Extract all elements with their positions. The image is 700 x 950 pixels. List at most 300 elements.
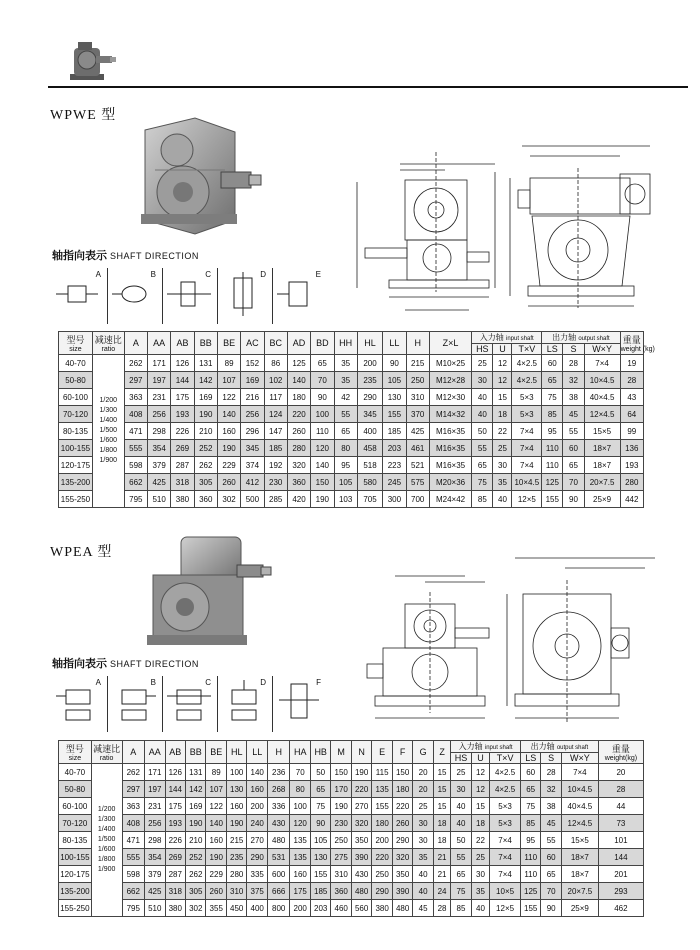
- table-cell: 5×3: [512, 389, 542, 406]
- table-cell: 45: [413, 900, 433, 917]
- table-cell: 21: [433, 866, 450, 883]
- wpwe-side-drawing: [345, 152, 510, 322]
- table-cell: 75: [451, 883, 471, 900]
- table-cell: 230: [264, 474, 287, 491]
- table-cell: 250: [372, 866, 392, 883]
- ratio-value: 1/800: [99, 447, 118, 454]
- table-cell: 7×4: [561, 764, 598, 781]
- col-input: HS: [472, 344, 493, 355]
- table-cell: 290: [372, 883, 392, 900]
- table-cell: 12: [493, 355, 512, 372]
- table-cell: 107: [206, 781, 226, 798]
- table-cell: 7×4: [490, 849, 521, 866]
- table-cell: 89: [206, 764, 226, 781]
- col-input: HS: [451, 753, 471, 764]
- table-row: [59, 883, 644, 900]
- ratio-value: 1/500: [97, 836, 116, 843]
- table-cell: 380: [372, 900, 392, 917]
- table-cell: 226: [165, 832, 185, 849]
- table-cell: 35: [413, 849, 433, 866]
- ratio-value: 1/800: [97, 856, 116, 863]
- table-cell: 197: [148, 372, 171, 389]
- shaft-tag: A: [95, 678, 101, 687]
- table-cell: 795: [124, 491, 147, 508]
- table-cell: 43: [620, 389, 643, 406]
- table-cell: 355: [206, 900, 226, 917]
- table-cell: 80: [334, 440, 357, 457]
- table-cell: 40: [451, 798, 471, 815]
- table-row: [59, 355, 644, 372]
- col-input: T×V: [512, 344, 542, 355]
- table-cell: 270: [351, 798, 371, 815]
- col-dim: LL: [383, 332, 406, 355]
- table-cell: 150: [311, 474, 334, 491]
- table-cell: 245: [383, 474, 406, 491]
- table-cell: 190: [226, 815, 246, 832]
- shaft-direction-label-wpwe: [52, 247, 199, 263]
- ratio-en: ratio: [101, 346, 116, 353]
- table-cell: 662: [124, 474, 147, 491]
- table-cell: 95: [520, 832, 540, 849]
- table-cell: 302: [217, 491, 240, 508]
- col-dim: E: [372, 741, 392, 764]
- table-cell: 20×7.5: [584, 474, 620, 491]
- table-cell: 19: [620, 355, 643, 372]
- output-shaft-en: output shaft: [556, 745, 589, 751]
- table-cell: 360: [194, 491, 217, 508]
- col-input: U: [471, 753, 489, 764]
- table-cell: 60: [520, 764, 540, 781]
- table-cell: 140: [311, 457, 334, 474]
- table-cell: 40: [493, 491, 512, 508]
- table-cell: 55: [334, 406, 357, 423]
- table-cell: 336: [267, 798, 290, 815]
- col-dim: BE: [217, 332, 240, 355]
- table-cell: 280: [287, 440, 310, 457]
- output-shaft-cn: 出力轴: [552, 333, 577, 342]
- table-cell: 28: [563, 355, 584, 372]
- table-cell: 510: [145, 900, 165, 917]
- table-cell: 30: [451, 781, 471, 798]
- table-cell: 350: [351, 832, 371, 849]
- table-cell: 136: [620, 440, 643, 457]
- table-cell: 25×9: [584, 491, 620, 508]
- table-cell: 200: [357, 355, 382, 372]
- table-cell: 231: [145, 798, 165, 815]
- table-cell: 200: [247, 798, 267, 815]
- table-cell: 32: [541, 781, 561, 798]
- col-dim: A: [122, 741, 145, 764]
- col-size: [59, 332, 93, 355]
- shaft-direction-en: SHAFT DIRECTION: [110, 251, 199, 261]
- table-cell: 30: [472, 372, 493, 389]
- wpea-side-drawing: [365, 568, 515, 728]
- shaft-tag: B: [150, 270, 156, 279]
- table-cell: 408: [122, 815, 145, 832]
- weight-en: weight (kg): [620, 346, 655, 353]
- shaft-tag: B: [150, 678, 156, 687]
- table-cell: 90: [541, 900, 561, 917]
- table-cell: 60: [541, 849, 561, 866]
- col-dim: Z: [433, 741, 450, 764]
- table-row: [59, 781, 644, 798]
- table-cell: 203: [383, 440, 406, 457]
- table-cell: 430: [351, 866, 371, 883]
- table-cell: 175: [171, 389, 194, 406]
- table-cell: 460: [331, 900, 351, 917]
- ratio-value: 1/400: [99, 417, 118, 424]
- ratio-cell: [92, 355, 124, 508]
- table-row: [59, 389, 644, 406]
- table-cell: 124: [264, 406, 287, 423]
- table-cell: 220: [392, 798, 412, 815]
- shaft-diagram-a: [52, 676, 104, 732]
- table-cell: 55: [451, 849, 471, 866]
- table-cell: 480: [267, 832, 290, 849]
- col-group-output-shaft: [520, 741, 598, 753]
- table-cell: 55: [472, 440, 493, 457]
- table-cell: 125: [287, 355, 310, 372]
- table-cell: M12×28: [429, 372, 471, 389]
- table-cell: 175: [165, 798, 185, 815]
- table-cell: 275: [331, 849, 351, 866]
- table-cell: 155: [542, 491, 563, 508]
- table-cell: 100: [290, 798, 310, 815]
- input-shaft-en: input shaft: [484, 745, 513, 751]
- table-cell: 90: [563, 491, 584, 508]
- table-cell: 180: [287, 389, 310, 406]
- ratio-value: 1/200: [99, 397, 118, 404]
- table-cell: 120: [290, 815, 310, 832]
- table-cell: 293: [598, 883, 643, 900]
- table-row: [59, 406, 644, 423]
- table-cell: 190: [217, 440, 240, 457]
- table-cell: 38: [563, 389, 584, 406]
- table-cell: 285: [264, 491, 287, 508]
- table-cell: 7×4: [512, 423, 542, 440]
- table-cell: 425: [148, 474, 171, 491]
- table-cell: 600: [267, 866, 290, 883]
- shaft-direction-diagrams-wpea: [52, 676, 321, 732]
- table-cell: 40: [471, 900, 489, 917]
- table-cell: 101: [598, 832, 643, 849]
- table-cell: 45: [541, 815, 561, 832]
- table-cell: 155: [383, 406, 406, 423]
- table-cell: 268: [267, 781, 290, 798]
- table-cell: 140: [287, 372, 310, 389]
- table-cell: 160: [247, 781, 267, 798]
- shaft-tag: D: [260, 270, 266, 279]
- table-cell: 65: [334, 423, 357, 440]
- table-cell: 795: [122, 900, 145, 917]
- table-cell: 335: [247, 866, 267, 883]
- table-cell: 160: [226, 798, 246, 815]
- table-cell: 21: [433, 849, 450, 866]
- wpea-spec-table: [58, 740, 644, 917]
- table-cell: 160: [206, 832, 226, 849]
- table-cell: 100: [311, 406, 334, 423]
- shaft-direction-diagrams-wpwe: [52, 268, 342, 324]
- table-cell: 210: [194, 423, 217, 440]
- table-cell: 35: [493, 474, 512, 491]
- col-ratio: [91, 741, 122, 764]
- table-cell: 169: [241, 372, 264, 389]
- table-cell: 144: [598, 849, 643, 866]
- shaft-tag: D: [260, 678, 266, 687]
- table-cell: 80-135: [59, 832, 92, 849]
- table-cell: 190: [206, 849, 226, 866]
- table-cell: 140: [217, 406, 240, 423]
- table-cell: 120: [311, 440, 334, 457]
- table-cell: 75: [542, 389, 563, 406]
- table-cell: 461: [406, 440, 429, 457]
- table-cell: 22: [493, 423, 512, 440]
- table-cell: 28: [620, 372, 643, 389]
- table-cell: 15: [433, 798, 450, 815]
- table-cell: 95: [542, 423, 563, 440]
- table-cell: 70: [290, 764, 310, 781]
- ratio-value: 1/600: [97, 846, 116, 853]
- table-cell: 350: [392, 866, 412, 883]
- col-dim: BD: [311, 332, 334, 355]
- table-cell: 35: [334, 372, 357, 389]
- table-cell: 229: [206, 866, 226, 883]
- table-cell: 192: [264, 457, 287, 474]
- table-cell: 28: [433, 900, 450, 917]
- table-cell: 250: [406, 372, 429, 389]
- table-cell: 521: [406, 457, 429, 474]
- table-cell: 374: [241, 457, 264, 474]
- col-dim: H: [406, 332, 429, 355]
- table-cell: 12: [471, 764, 489, 781]
- col-dim: N: [351, 741, 371, 764]
- table-cell: 70: [541, 883, 561, 900]
- table-cell: 45: [563, 406, 584, 423]
- table-cell: 150: [392, 764, 412, 781]
- table-cell: 155: [372, 798, 392, 815]
- table-cell: 65: [542, 372, 563, 389]
- col-input: T×V: [490, 753, 521, 764]
- table-cell: 318: [171, 474, 194, 491]
- table-cell: 360: [331, 883, 351, 900]
- col-dim: HH: [334, 332, 357, 355]
- table-cell: 320: [351, 815, 371, 832]
- table-cell: 287: [171, 457, 194, 474]
- table-cell: M20×36: [429, 474, 471, 491]
- table-cell: 126: [171, 355, 194, 372]
- table-cell: 30: [413, 815, 433, 832]
- table-cell: 44: [598, 798, 643, 815]
- table-cell: 269: [165, 849, 185, 866]
- table-cell: 25: [493, 440, 512, 457]
- table-cell: 73: [598, 815, 643, 832]
- shaft-diagram-b: [107, 676, 159, 732]
- table-row: [59, 491, 644, 508]
- table-cell: 24: [433, 883, 450, 900]
- col-dim: AB: [165, 741, 185, 764]
- table-cell: 117: [264, 389, 287, 406]
- table-cell: 310: [226, 883, 246, 900]
- shaft-tag: E: [315, 270, 321, 279]
- table-cell: 171: [145, 764, 165, 781]
- table-cell: 175: [290, 883, 310, 900]
- table-cell: 430: [267, 815, 290, 832]
- col-dim: HB: [310, 741, 330, 764]
- table-cell: 235: [226, 849, 246, 866]
- col-group-input-shaft: [472, 332, 542, 344]
- table-cell: 155: [520, 900, 540, 917]
- table-cell: 85: [472, 491, 493, 508]
- table-cell: 120-175: [59, 457, 93, 474]
- table-cell: 297: [122, 781, 145, 798]
- table-cell: 575: [406, 474, 429, 491]
- table-row: [59, 815, 644, 832]
- table-cell: 260: [287, 423, 310, 440]
- shaft-direction-en: SHAFT DIRECTION: [110, 659, 199, 669]
- table-cell: 230: [331, 815, 351, 832]
- table-cell: 107: [217, 372, 240, 389]
- table-cell: 425: [145, 883, 165, 900]
- table-cell: 216: [241, 389, 264, 406]
- table-cell: 171: [148, 355, 171, 372]
- table-cell: 65: [520, 781, 540, 798]
- table-cell: 390: [351, 849, 371, 866]
- table-cell: 120-175: [59, 866, 92, 883]
- table-cell: 220: [372, 849, 392, 866]
- table-cell: 180: [372, 815, 392, 832]
- table-cell: 70: [311, 372, 334, 389]
- gear-reducer-icon: [66, 38, 118, 84]
- table-cell: 50: [472, 423, 493, 440]
- table-cell: 50-80: [59, 372, 93, 389]
- table-cell: 256: [241, 406, 264, 423]
- table-cell: 130: [383, 389, 406, 406]
- table-cell: 210: [186, 832, 206, 849]
- table-cell: 252: [186, 849, 206, 866]
- table-cell: 4×2.5: [512, 372, 542, 389]
- table-cell: 390: [392, 883, 412, 900]
- table-cell: 193: [171, 406, 194, 423]
- table-cell: 320: [392, 849, 412, 866]
- table-cell: 12×4.5: [584, 406, 620, 423]
- table-cell: 40: [472, 406, 493, 423]
- table-cell: 18: [433, 832, 450, 849]
- input-shaft-cn: 入力轴: [479, 333, 504, 342]
- ratio-value: 1/600: [99, 437, 118, 444]
- table-cell: 15: [433, 764, 450, 781]
- table-cell: 160: [217, 423, 240, 440]
- table-cell: 140: [206, 815, 226, 832]
- table-cell: 32: [563, 372, 584, 389]
- shaft-diagram-a: [52, 268, 104, 324]
- table-cell: 30: [493, 457, 512, 474]
- table-cell: 598: [124, 457, 147, 474]
- wpea-front-drawing: [505, 550, 690, 730]
- table-cell: 12×5: [512, 491, 542, 508]
- table-cell: 260: [206, 883, 226, 900]
- table-cell: 80-135: [59, 423, 93, 440]
- col-input: U: [493, 344, 512, 355]
- col-dim: AB: [171, 332, 194, 355]
- table-cell: 65: [311, 355, 334, 372]
- table-cell: 169: [186, 798, 206, 815]
- table-cell: 99: [620, 423, 643, 440]
- table-cell: 100: [226, 764, 246, 781]
- table-cell: M16×35: [429, 440, 471, 457]
- table-cell: 18×7: [561, 849, 598, 866]
- table-cell: 40×4.5: [561, 798, 598, 815]
- table-cell: 110: [520, 866, 540, 883]
- table-cell: 269: [171, 440, 194, 457]
- table-cell: 42: [334, 389, 357, 406]
- table-cell: 662: [122, 883, 145, 900]
- table-cell: 318: [165, 883, 185, 900]
- table-row: [59, 900, 644, 917]
- table-cell: 260: [392, 815, 412, 832]
- table-cell: 193: [620, 457, 643, 474]
- table-cell: 5×3: [512, 406, 542, 423]
- table-cell: 20: [413, 781, 433, 798]
- col-dim: F: [392, 741, 412, 764]
- table-cell: 86: [264, 355, 287, 372]
- shaft-tag: A: [95, 270, 101, 279]
- table-cell: 408: [124, 406, 147, 423]
- table-cell: 110: [520, 849, 540, 866]
- wpea-table-body: [59, 764, 644, 917]
- table-cell: M16×35: [429, 423, 471, 440]
- table-cell: 201: [598, 866, 643, 883]
- table-cell: 155-250: [59, 900, 92, 917]
- table-row: [59, 764, 644, 781]
- table-cell: 380: [171, 491, 194, 508]
- table-cell: 38: [541, 798, 561, 815]
- table-cell: 215: [226, 832, 246, 849]
- input-shaft-cn: 入力轴: [458, 742, 483, 751]
- table-cell: 380: [165, 900, 185, 917]
- table-cell: 220: [351, 781, 371, 798]
- col-output: LS: [542, 344, 563, 355]
- table-cell: 280: [620, 474, 643, 491]
- table-cell: 25×9: [561, 900, 598, 917]
- table-cell: 55: [563, 423, 584, 440]
- table-cell: 598: [122, 866, 145, 883]
- table-cell: 360: [287, 474, 310, 491]
- ratio-en: ratio: [99, 755, 114, 762]
- ratio-value: 1/900: [99, 457, 118, 464]
- table-cell: 147: [264, 423, 287, 440]
- table-cell: 297: [124, 372, 147, 389]
- table-cell: 160: [290, 866, 310, 883]
- table-cell: 95: [334, 457, 357, 474]
- weight-cn: 重量: [622, 335, 641, 345]
- table-cell: 4×2.5: [490, 764, 521, 781]
- table-cell: 425: [406, 423, 429, 440]
- table-cell: 170: [331, 781, 351, 798]
- table-cell: 345: [357, 406, 382, 423]
- table-cell: 65: [541, 866, 561, 883]
- table-cell: 135-200: [59, 474, 93, 491]
- table-cell: 22: [471, 832, 489, 849]
- table-cell: 10×4.5: [561, 781, 598, 798]
- ratio-value: 1/300: [99, 407, 118, 414]
- table-cell: 18×7: [584, 457, 620, 474]
- table-cell: 28: [541, 764, 561, 781]
- table-cell: 90: [383, 355, 406, 372]
- table-cell: 400: [357, 423, 382, 440]
- table-cell: 290: [357, 389, 382, 406]
- table-cell: 20: [598, 764, 643, 781]
- table-cell: 70: [563, 474, 584, 491]
